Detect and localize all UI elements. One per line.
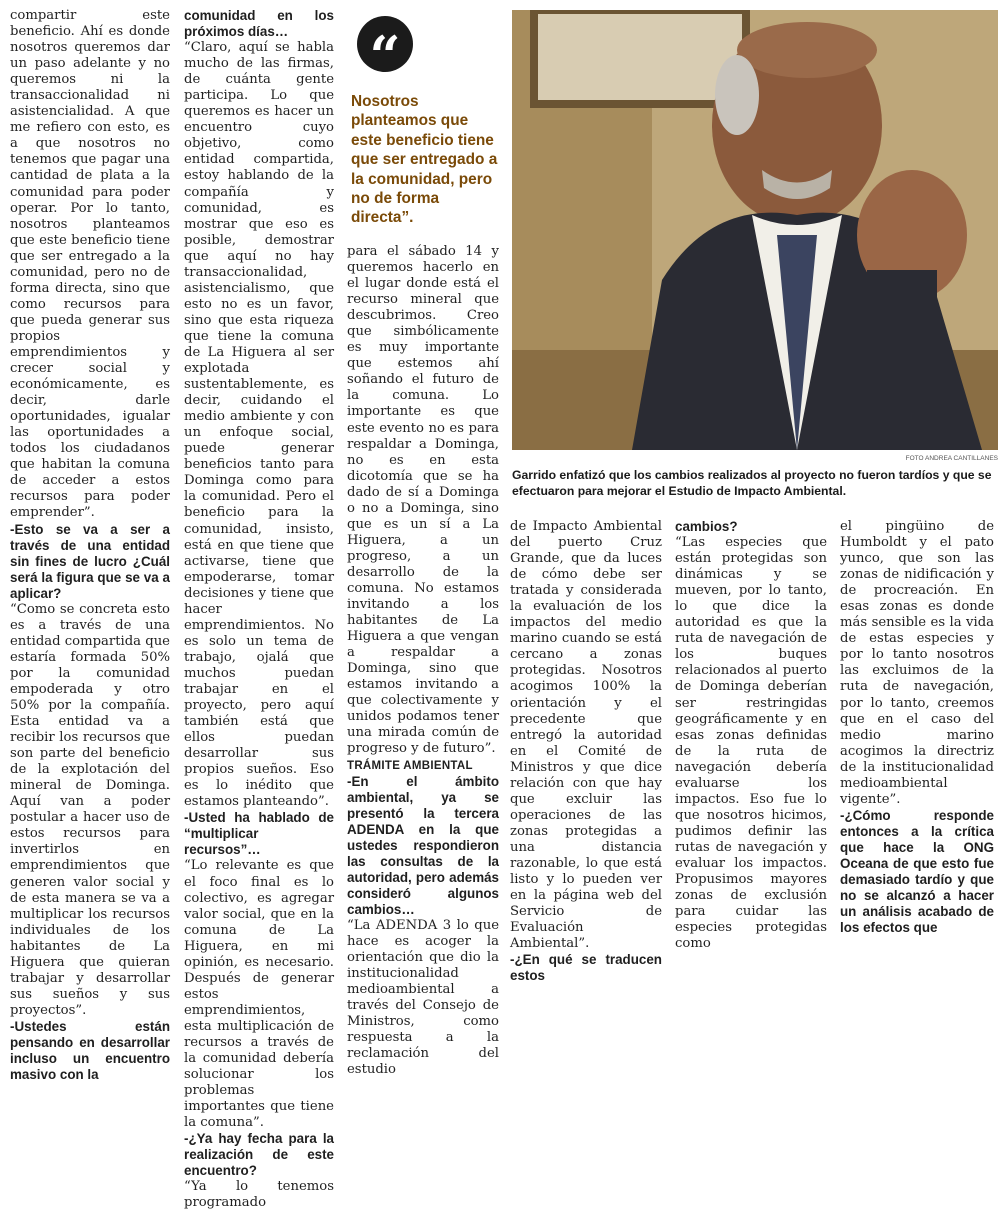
- quote-mark-icon: “: [357, 16, 413, 72]
- body-paragraph: para el sábado 14 y queremos hacerlo en el lugar donde está el recurso mineral que descubrimos. Creo que simbólicamente es muy importante que estemos ahí soñando el futuro de la comuna. Lo importante es que este evento no es para respaldar a Dominga, no es en esta dicotomía que se ha dado de sí a Dominga o no a Dominga, sino que es un sí a La Higuera, a un progreso, a un desarrollo de la comuna. No estamos invitando a los habitantes de La Higuera a que vengan a respaldar a Dominga, sino que estamos invitando a que colectivamente y unidos podamos tener una mirada común de progreso y de futuro”.: [347, 244, 499, 757]
- body-paragraph: “Claro, aquí se habla mucho de las firmas, de cuánta gente participa. Lo que queremos es hacer un encuentro cuyo objetivo, como entidad compartida, estoy hablando de la compañía y comunidad, es mostrar que eso es posible, demostrar que aquí no hay transaccionalidad, asistencialismo, que esto no es un favor, sino que esta riqueza que tiene la comuna de La Higuera al ser explotada sustentablemente, es decir, cuidando el medio ambiente y con un enfoque social, puede generar beneficios tanto para Dominga como para la comunidad. Pero el beneficio para la comunidad, insisto, está en que tiene que activarse, tiene que empoderarse, tomar decisiones y tiene que hacer emprendimientos. No es solo un tema de trabajo, ojalá que muchos puedan trabajar en el proyecto, pero aquí también está que ellos puedan desarrollar sus propios sueños. Eso es lo inédito que estamos planteando”.: [184, 40, 334, 810]
- interview-question: -Esto se va a ser a través de una entidad sin fines de lucro ¿Cuál será la figura que se va a aplicar?: [10, 521, 170, 601]
- body-paragraph: compartir este beneficio. Ahí es donde nosotros queremos dar un paso adelante y no queremos ni la transaccionalidad ni asistencialidad. A que me refiero con esto, es a que nosotros no tenemos que pagar una cantidad de plata a la comunidad para poder operar. Por lo tanto, nosotros planteamos que este beneficio tiene que ser entregado a la comunidad, pero no de forma directa, sino que como recursos para que pueda generar sus propios emprendimientos y crecer social y económicamente, es decir, darle oportunidades, igualar las oportunidades a todos los ciudadanos que habitan la comuna de acceder a estos recursos para poder emprender”.: [10, 8, 170, 521]
- body-paragraph: “Ya lo tenemos programado: [184, 1179, 334, 1211]
- body-paragraph: “La ADENDA 3 lo que hace es acoger la orientación que dio la institucionalidad medioambiental a través del Consejo de Ministros, como respuesta a la reclamación del estudio: [347, 917, 499, 1078]
- body-paragraph: “Como se concreta esto es a través de una entidad compartida que estaría formada 50% por la comunidad empoderada y otro 50% por la compañía. Esta entidad va a recibir los recursos que son parte del beneficio de la explotación del mineral de Dominga. Aquí van a poder postular a hacer uso de estos recursos para invertirlos en emprendimientos que generen valor social y de esta manera se va a multiplicar los recursos individuales de los habitantes de La Higuera que quieran trabajar y desarrollar sus sueños y sus proyectos”.: [10, 601, 170, 1018]
- interview-question: -En el ámbito ambiental, ya se presentó la tercera ADENDA en la que ustedes respondieron las consultas de la autoridad, pero además consideró algunos cambios…: [347, 773, 499, 917]
- article-column-6: [840, 519, 994, 936]
- interview-question: -¿En qué se traducen estos: [510, 952, 662, 984]
- body-paragraph: de Impacto Ambiental del puerto Cruz Grande, que da luces de cómo debe ser tratada y considerada la evaluación de los impactos del medio marino cuando se está cercano a zonas protegidas. Nosotros acogimos 100% la orientación y el precedente que entregó la autoridad en el Comité de Ministros y que dice relación con que hay que excluir las operaciones de las zonas protegidas a una distancia razonable, lo que está listo y lo pueden ver en la página web del Servicio de Evaluación Ambiental”.: [510, 519, 662, 952]
- article-column-1: [10, 8, 170, 1083]
- interview-question: -Usted ha hablado de “multiplicar recursos”…: [184, 810, 334, 858]
- photo-credit: FOTO ANDREA CANTILLANES: [905, 455, 998, 462]
- body-paragraph: “Lo relevante es que el foco final es lo colectivo, es agregar valor social, que en la comuna de La Higuera, en mi opinión, es necesario. Después de generar estos emprendimientos, esta multiplicación de recursos a través de la comunidad debería solucionar los problemas importantes que tiene la comuna”.: [184, 858, 334, 1131]
- section-heading: TRÁMITE AMBIENTAL: [347, 759, 473, 772]
- body-paragraph: “Las especies que están protegidas son dinámicas y se mueven, por lo tanto, lo que dice la autoridad es que la ruta de navegación de los buques relacionados al puerto de Dominga deberían ser restringidas geográficamente y en esas zonas definidas de la ruta de navegación debería evaluarse los impactos. Eso fue lo que nosotros hicimos, pudimos definir las rutas de navegación y evaluar los impactos. Propusimos mayores zonas de exclusión para cuidar las especies protegidas como: [675, 535, 827, 952]
- interview-question: comunidad en los próximos días…: [184, 8, 334, 40]
- photo-caption: Garrido enfatizó que los cambios realizados al proyecto no fueron tardíos y que se efectuaron para mejorar el Estudio de Impacto Ambiental.: [512, 468, 992, 498]
- article-column-4: [510, 519, 662, 984]
- article-column-5: [675, 519, 827, 952]
- interview-question: -¿Cómo responde entonces a la crítica que hace la ONG Oceana de que esto fue demasiado tardío y que no se alcanzó a hacer un análisis acabado de los efectos que: [840, 807, 994, 936]
- interview-photo: [512, 10, 998, 450]
- interview-question: cambios?: [675, 519, 738, 534]
- article-column-3: [347, 244, 499, 1078]
- body-paragraph: el pingüino de Humboldt y el pato yunco, que son las zonas de nidificación y de procreación. En esas zonas es donde más sensible es la vida de estas especies y por lo tanto nosotros las excluimos de la ruta de navegación, por lo tanto, creemos que en el caso del medio marino acogimos la directriz de la institucionalidad medioambiental vigente”.: [840, 519, 994, 807]
- interview-question: -¿Ya hay fecha para la realización de este encuentro?: [184, 1131, 334, 1179]
- article-column-2: [184, 8, 334, 1211]
- pull-quote: Nosotros planteamos que este beneficio tiene que ser entregado a la comunidad, pero no de forma directa”.: [351, 93, 498, 227]
- interview-question: -Ustedes están pensando en desarrollar incluso un encuentro masivo con la: [10, 1018, 170, 1083]
